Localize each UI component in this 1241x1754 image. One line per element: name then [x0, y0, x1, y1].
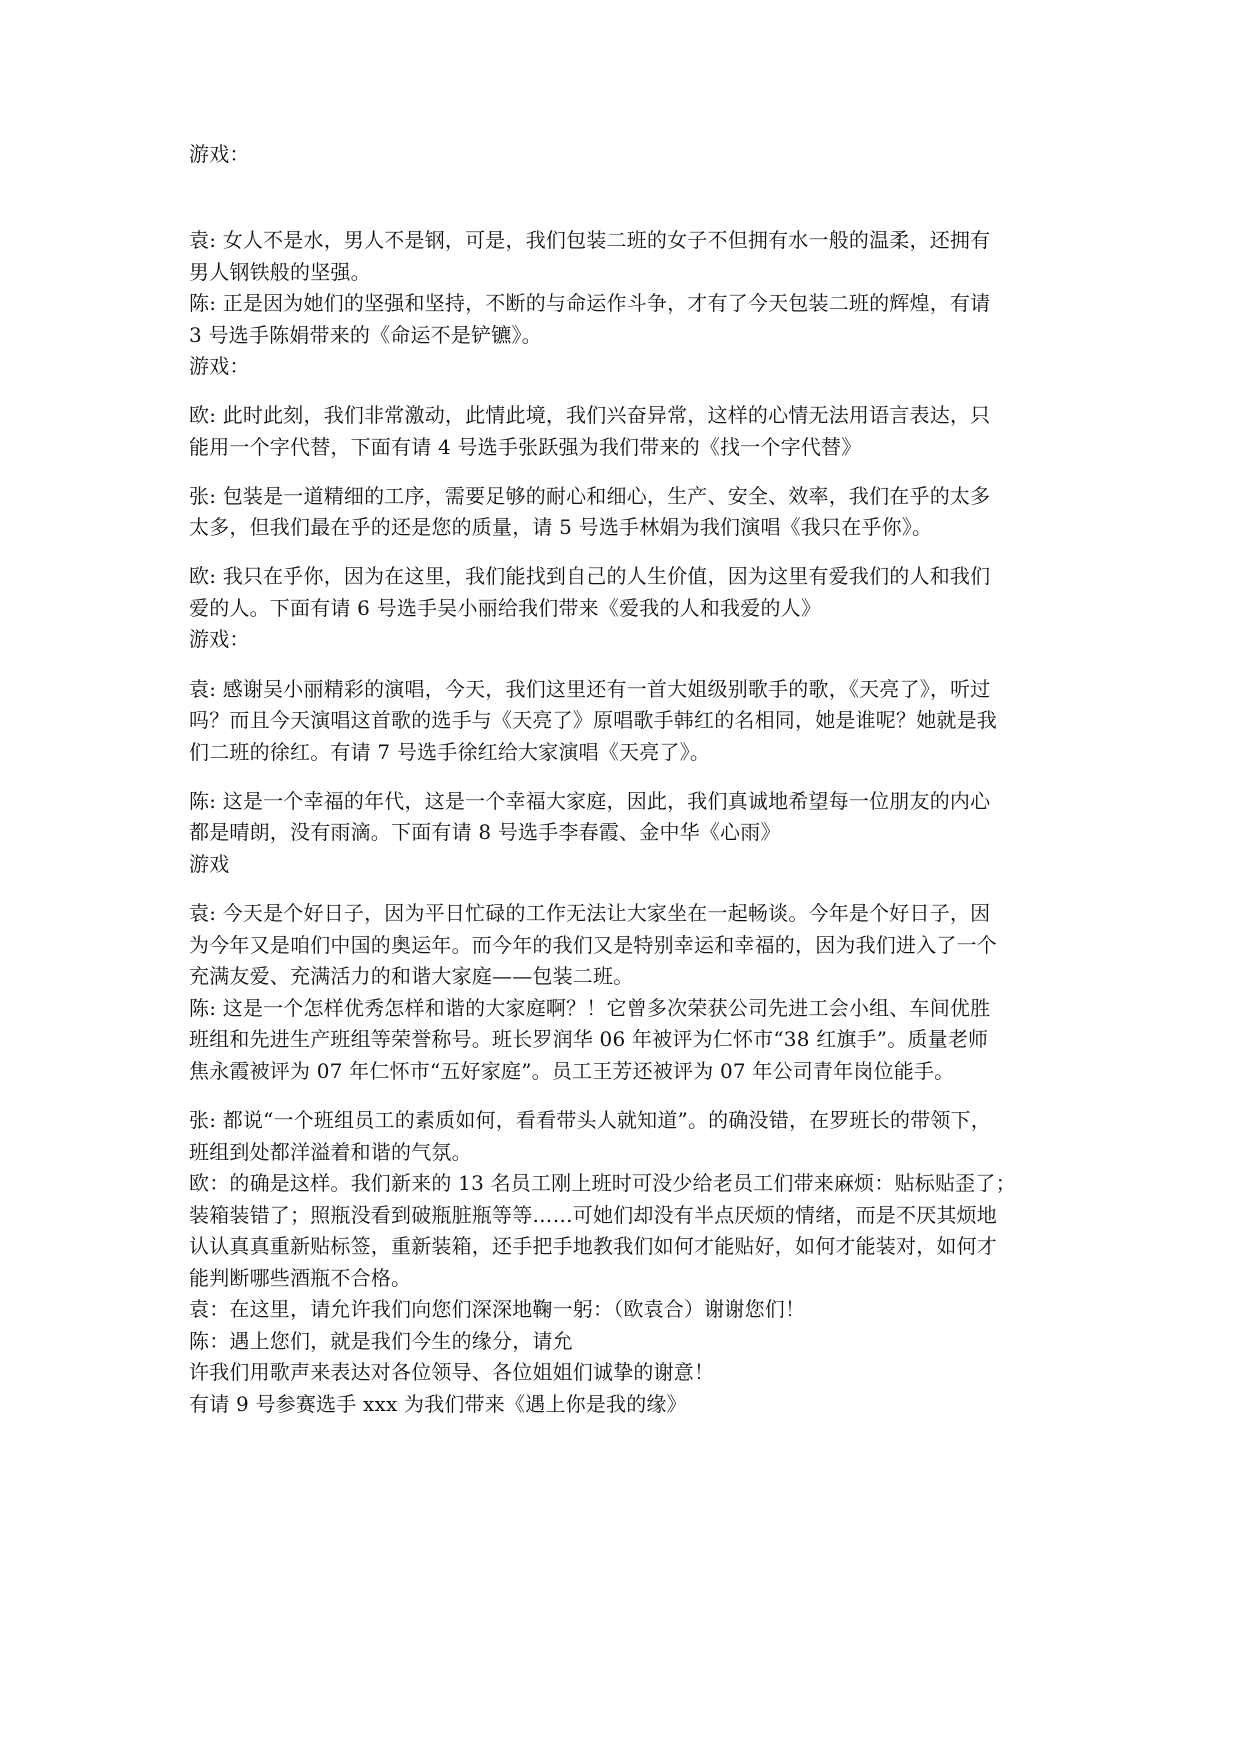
text-line: 班组和先进生产班组等荣誉称号。班长罗润华 06 年被评为仁怀市“38 红旗手”。质量老师 [189, 1027, 989, 1051]
text-line: 张: 都说“一个班组员工的素质如何，看看带头人就知道”。的确没错，在罗班长的带领下， [189, 1108, 991, 1132]
text-line: 都是晴朗，没有雨滴。下面有请 8 号选手李春霞、金中华《心雨》 [189, 820, 781, 844]
text-line: 们二班的徐红。有请 7 号选手徐红给大家演唱《天亮了》。 [189, 740, 711, 764]
text-line: 充满友爱、充满活力的和谐大家庭——包装二班。 [189, 964, 634, 988]
text-line: 装箱装错了；照瓶没看到破瓶脏瓶等等……可她们却没有半点厌烦的情绪，而是不厌其烦地 [189, 1203, 997, 1227]
text-line: 许我们用歌声来表达对各位领导、各位姐姐们诚挚的谢意！ [189, 1360, 715, 1384]
text-line: 太多，但我们最在乎的还是您的质量，请 5 号选手林娟为我们演唱《我只在乎你》。 [189, 515, 933, 539]
text-line: 袁：在这里，请允许我们向您们深深地鞠一躬：（欧袁合）谢谢您们！ [189, 1297, 806, 1321]
text-line: 陈: 这是一个幸福的年代，这是一个幸福大家庭，因此，我们真诚地希望每一位朋友的内心 [189, 789, 991, 813]
text-line: 为今年又是咱们中国的奥运年。而今年的我们又是特别幸运和幸福的，因为我们进入了一个 [189, 933, 997, 957]
text-line: 袁: 今天是个好日子，因为平日忙碌的工作无法让大家坐在一起畅谈。今年是个好日子，因 [189, 901, 991, 925]
text-line: 男人钢铁般的坚强。 [189, 260, 371, 284]
text-line: 游戏： [189, 142, 250, 166]
text-line: 爱的人。下面有请 6 号选手吴小丽给我们带来《爱我的人和我爱的人》 [189, 596, 822, 620]
text-line: 3 号选手陈娟带来的《命运不是铲镳》。 [189, 323, 542, 347]
text-line: 能用一个字代替，下面有请 4 号选手张跃强为我们带来的《找一个字代替》 [189, 435, 862, 459]
text-line: 能判断哪些酒瓶不合格。 [189, 1266, 412, 1290]
text-line: 焦永霞被评为 07 年仁怀市“五好家庭”。员工王芳还被评为 07 年公司青年岗位能手。 [189, 1059, 955, 1083]
text-line: 陈: 这是一个怎样优秀怎样和谐的大家庭啊？！它曾多次荣获公司先进工会小组、车间优胜 [189, 996, 991, 1020]
text-line: 欧: 我只在乎你，因为在这里，我们能找到自己的人生价值，因为这里有爱我们的人和我们 [189, 564, 991, 588]
text-line: 陈：遇上您们，就是我们今生的缘分，请允 [189, 1329, 573, 1353]
text-line: 有请 9 号参赛选手 xxx 为我们带来《遇上你是我的缘》 [189, 1392, 687, 1416]
text-line: 欧：的确是这样。我们新来的 13 名员工刚上班时可没少给老员工们带来麻烦：贴标贴歪了； [189, 1171, 1016, 1195]
text-line: 欧: 此时此刻，我们非常激动，此情此境，我们兴奋异常，这样的心情无法用语言表达，只 [189, 403, 991, 427]
text-line: 袁: 感谢吴小丽精彩的演唱，今天，我们这里还有一首大姐级别歌手的歌，《天亮了》，听过 [189, 677, 991, 701]
text-line: 袁: 女人不是水，男人不是钢，可是，我们包装二班的女子不但拥有水一般的温柔，还拥有 [189, 228, 991, 252]
text-line: 游戏： [189, 354, 250, 378]
text-line: 游戏： [189, 627, 250, 651]
text-line: 班组到处都洋溢着和谐的气氛。 [189, 1140, 472, 1164]
text-line: 吗？而且今天演唱这首歌的选手与《天亮了》原唱歌手韩红的名相同，她是谁呢？她就是我 [189, 708, 997, 732]
text-line: 游戏 [189, 852, 230, 876]
text-line: 认认真真重新贴标签，重新装箱，还手把手地教我们如何才能贴好，如何才能装对，如何才 [189, 1234, 997, 1258]
text-line: 张: 包装是一道精细的工序，需要足够的耐心和细心，生产、安全、效率，我们在乎的太多 [189, 484, 991, 508]
text-line: 陈: 正是因为她们的坚强和坚持，不断的与命运作斗争，才有了今天包装二班的辉煌，有请 [189, 291, 991, 315]
